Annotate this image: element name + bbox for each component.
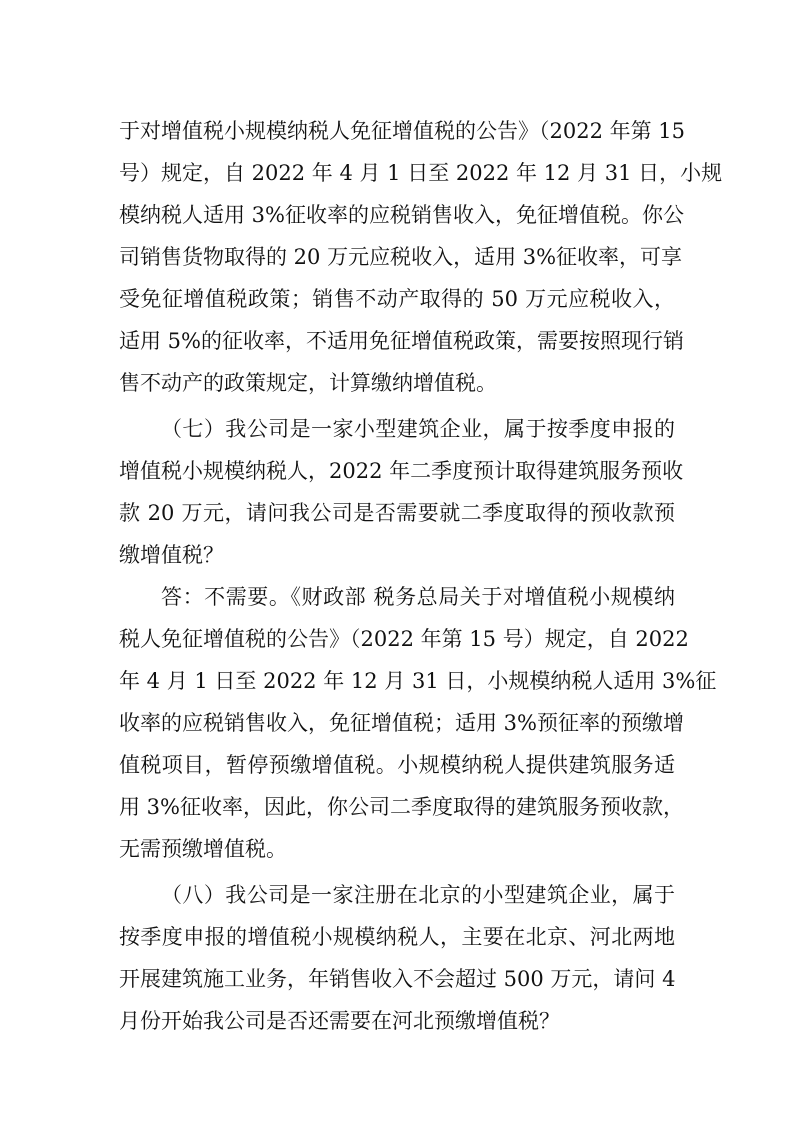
- answer-heading-line: 答：不需要。《财政部 税务总局关于对增值税小规模纳: [161, 585, 675, 609]
- paragraph-answer-6-continued: [119, 110, 723, 404]
- document-body: [119, 110, 723, 1042]
- text-line: 缴增值税？: [119, 543, 224, 567]
- text-line: 适用 5%的征收率，不适用免征增值税政策，需要按照现行销: [119, 329, 684, 353]
- text-line: 收率的应税销售收入，免征增值税；适用 3%预征率的预缴增: [119, 711, 684, 735]
- paragraph-answer-7: [119, 576, 717, 870]
- paragraph-question-8: [119, 874, 675, 1042]
- question-heading-line: （八）我公司是一家注册在北京的小型建筑企业，属于: [161, 883, 675, 907]
- paragraph-question-7: [119, 408, 684, 576]
- text-line: 值税项目，暂停预缴增值税。小规模纳税人提供建筑服务适: [119, 753, 675, 777]
- text-line: 售不动产的政策规定，计算缴纳增值税。: [119, 371, 497, 395]
- text-line: 受免征增值税政策；销售不动产取得的 50 万元应税收入，: [119, 287, 675, 311]
- text-line: 款 20 万元，请问我公司是否需要就二季度取得的预收款预: [119, 501, 675, 525]
- text-line: 号）规定，自 2022 年 4 月 1 日至 2022 年 12 月 31 日，小规: [119, 161, 723, 185]
- text-line: 无需预缴增值税。: [119, 837, 287, 861]
- text-line: 按季度申报的增值税小规模纳税人，主要在北京、河北两地: [119, 925, 675, 949]
- question-heading-line: （七）我公司是一家小型建筑企业，属于按季度申报的: [161, 417, 675, 441]
- text-line: 用 3%征收率，因此，你公司二季度取得的建筑服务预收款，: [119, 795, 684, 819]
- text-line: 年 4 月 1 日至 2022 年 12 月 31 日，小规模纳税人适用 3%征: [119, 669, 717, 693]
- text-line: 开展建筑施工业务，年销售收入不会超过 500 万元，请问 4: [119, 967, 676, 991]
- text-line: 税人免征增值税的公告》（2022 年第 15 号）规定，自 2022: [119, 627, 689, 651]
- text-line: 增值税小规模纳税人，2022 年二季度预计取得建筑服务预收: [119, 459, 684, 483]
- text-line: 模纳税人适用 3%征收率的应税销售收入，免征增值税。你公: [119, 203, 684, 227]
- text-line: 于对增值税小规模纳税人免征增值税的公告》（2022 年第 15: [119, 119, 686, 143]
- text-line: 月份开始我公司是否还需要在河北预缴增值税？: [119, 1009, 560, 1033]
- text-line: 司销售货物取得的 20 万元应税收入，适用 3%征收率，可享: [119, 245, 683, 269]
